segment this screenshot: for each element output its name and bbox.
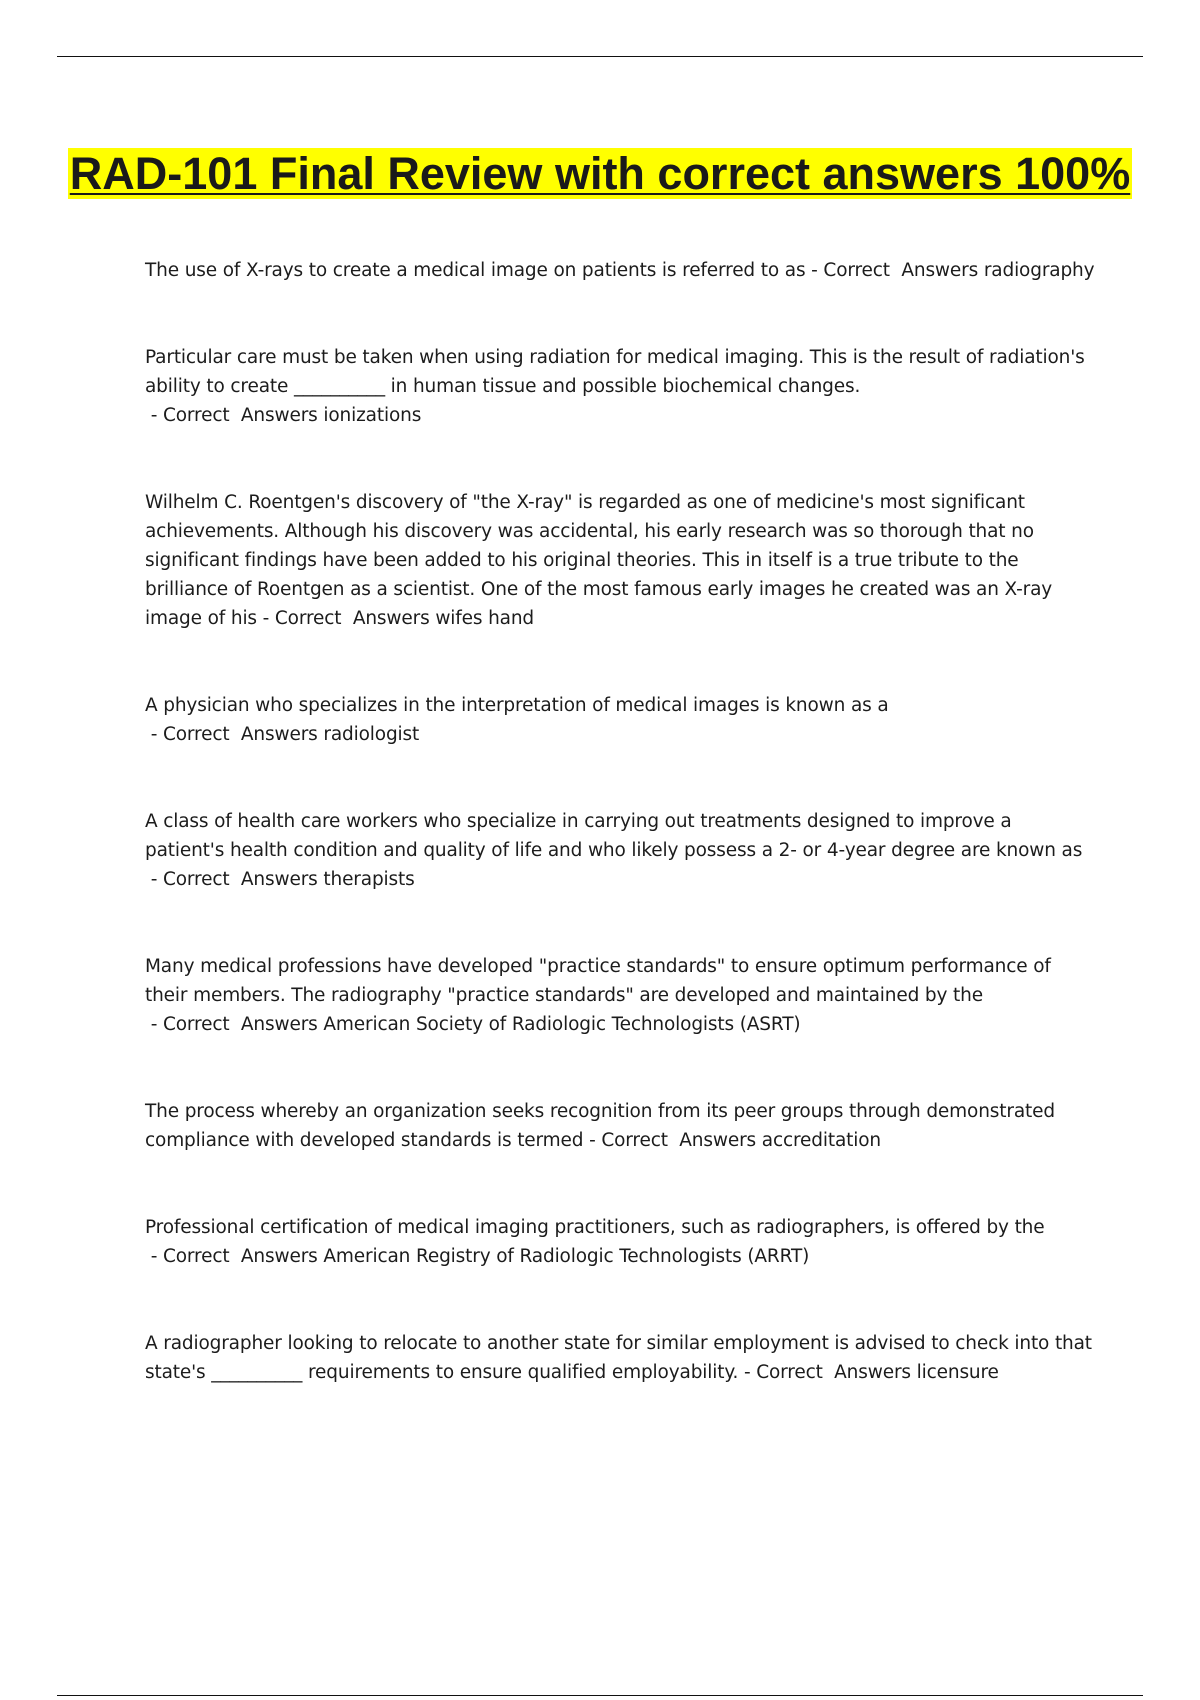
answer-separator: - Correct Answers: [145, 869, 324, 890]
header-rule: [57, 56, 1143, 57]
question-text: The process whereby an organization seeks recognition from its peer groups through demonstrated compliance with developed standards is termed: [145, 1101, 1055, 1151]
answer-text: therapists: [323, 869, 415, 890]
answer-separator: - Correct Answers: [583, 1130, 762, 1151]
highlighted-title-text: RAD-101 Final Review with correct answers 100%: [69, 148, 1131, 199]
answer-separator: - Correct Answers: [256, 608, 436, 629]
footer-rule: [57, 1695, 1143, 1696]
answer-text: radiologist: [323, 724, 420, 745]
qa-item: [145, 952, 1095, 1039]
question-text: Wilhelm C. Roentgen's discovery of "the X-ray" is regarded as one of medicine's most significant achievements. Although his discovery was accidental, his early research was so thorough that no significant findings have been added to his original theories. This in itself is a true tribute to the brilliance of Roentgen as a scientist. One of the most famous early images he created was an X-ray image of his: [145, 492, 1053, 629]
answer-separator: - Correct Answers: [145, 724, 324, 745]
answer-text: accreditation: [761, 1130, 881, 1151]
question-text: A radiographer looking to relocate to another state for similar employment is advised to check into that state's __________ requirements to ensure qualified employability.: [145, 1333, 1092, 1383]
qa-item: [145, 1213, 1095, 1271]
answer-text: radiography: [983, 260, 1095, 281]
answer-separator: - Correct Answers: [145, 1014, 324, 1035]
question-text: The use of X-rays to create a medical image on patients is referred to as: [145, 260, 806, 281]
answer-text: wifes hand: [435, 608, 535, 629]
qa-item: [145, 256, 1095, 285]
answer-separator: - Correct Answers: [145, 405, 324, 426]
question-text: A class of health care workers who specialize in carrying out treatments designed to improve a patient's health condition and quality of life and who likely possess a 2- or 4-year degree are known as: [145, 811, 1083, 861]
qa-list: [145, 256, 1095, 1445]
answer-text: licensure: [916, 1362, 999, 1383]
answer-text: American Registry of Radiologic Technologists (ARRT): [323, 1246, 810, 1267]
qa-item: [145, 691, 1095, 749]
qa-item: [145, 1329, 1095, 1387]
question-text: Many medical professions have developed "practice standards" to ensure optimum performance of their members. The radiography "practice standards" are developed and maintained by the: [145, 956, 1051, 1006]
answer-separator: - Correct Answers: [738, 1362, 917, 1383]
answer-text: ionizations: [323, 405, 422, 426]
qa-item: [145, 488, 1095, 633]
question-text: Professional certification of medical imaging practitioners, such as radiographers, is offered by the: [145, 1217, 1045, 1238]
answer-text: American Society of Radiologic Technologists (ASRT): [323, 1014, 801, 1035]
page-title: [0, 145, 1200, 203]
answer-separator: - Correct Answers: [805, 260, 984, 281]
question-text: A physician who specializes in the interpretation of medical images is known as a: [145, 695, 889, 716]
question-text: Particular care must be taken when using radiation for medical imaging. This is the result of radiation's ability to create __________ in human tissue and possible biochemical changes.: [145, 347, 1085, 397]
qa-item: [145, 807, 1095, 894]
qa-item: [145, 343, 1095, 430]
answer-separator: - Correct Answers: [145, 1246, 324, 1267]
qa-item: [145, 1097, 1095, 1155]
